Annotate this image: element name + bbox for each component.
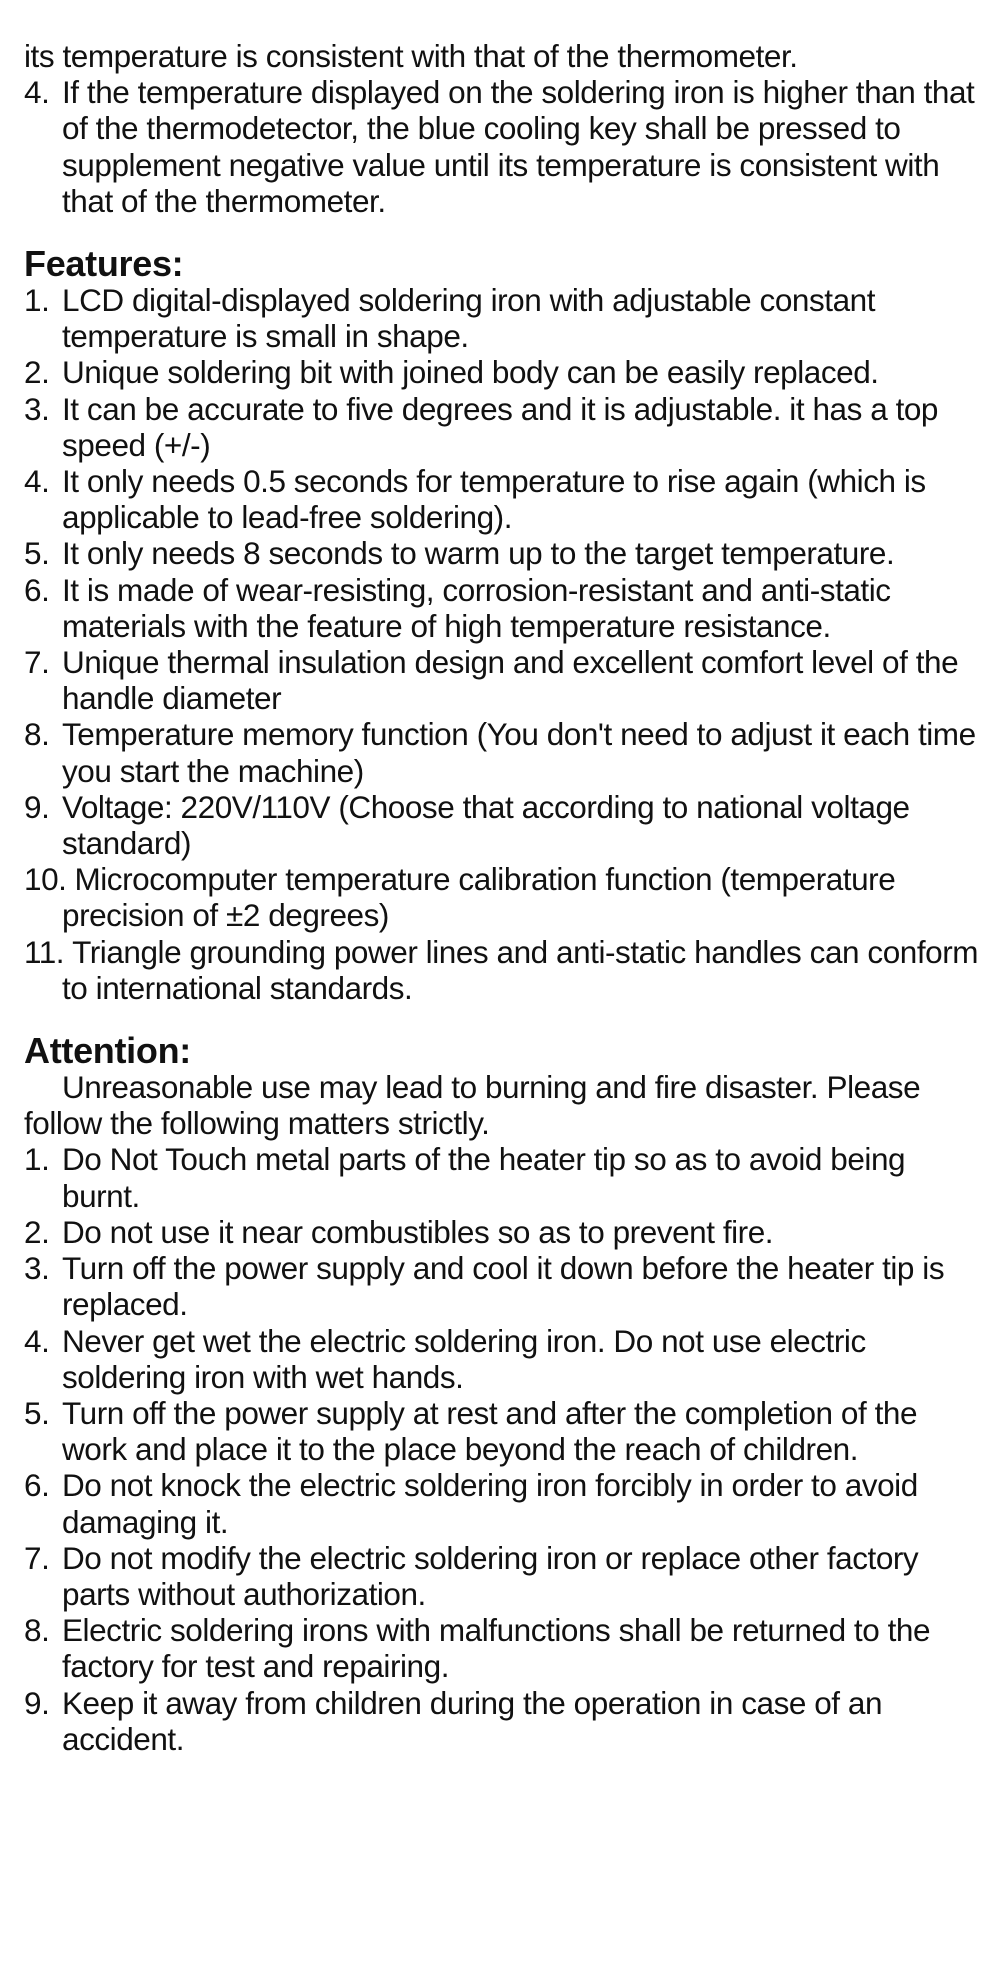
- list-number: 3.: [24, 390, 50, 427]
- intro-continuation: its temperature is consistent with that of the thermometer.: [24, 38, 798, 74]
- list-number: 10.: [24, 861, 67, 898]
- list-number: 9.: [24, 788, 50, 825]
- feature-item: [24, 463, 984, 535]
- attention-heading: Attention:: [24, 1030, 191, 1072]
- list-text: LCD digital-displayed soldering iron with adjustable constant temperature is small in shape.: [62, 282, 876, 355]
- list-text: If the temperature displayed on the soldering iron is higher than that of the thermodetector, the blue cooling key shall be pressed to supplement negative value until its temperature is consistent with that of the thermometer.: [62, 74, 975, 219]
- attention-item: [24, 1250, 984, 1322]
- attention-item: [24, 1612, 984, 1684]
- feature-item: [24, 572, 984, 644]
- list-text: Electric soldering irons with malfunctions shall be returned to the factory for test and repairing.: [62, 1612, 931, 1685]
- list-text: Do not knock the electric soldering iron forcibly in order to avoid damaging it.: [62, 1467, 918, 1540]
- list-number: 5.: [24, 1394, 50, 1431]
- list-number: 2.: [24, 354, 50, 391]
- feature-item: [24, 716, 984, 788]
- list-text: Turn off the power supply at rest and after the completion of the work and place it to the place beyond the reach of children.: [62, 1394, 918, 1468]
- feature-item: [24, 391, 984, 463]
- attention-item: [24, 1685, 984, 1757]
- manual-page: [24, 38, 984, 1757]
- attention-item: [24, 1467, 984, 1539]
- list-number: 6.: [24, 571, 50, 608]
- feature-item: [24, 644, 984, 716]
- list-number: 7.: [24, 644, 50, 681]
- attention-intro: Unreasonable use may lead to burning and fire disaster. Please follow the following matters strictly.: [24, 1069, 921, 1142]
- attention-item: [24, 1395, 984, 1467]
- list-number: 1.: [24, 282, 50, 319]
- attention-list: [24, 1141, 984, 1756]
- intro-list-item: [24, 74, 984, 219]
- attention-item: [24, 1323, 984, 1395]
- list-number: 3.: [24, 1250, 50, 1287]
- list-text: Do not modify the electric soldering iron or replace other factory parts without authorization.: [62, 1539, 919, 1612]
- list-text: It only needs 0.5 seconds for temperature to rise again (which is applicable to lead-free soldering).: [62, 463, 926, 536]
- feature-item: [24, 354, 984, 390]
- features-heading: Features:: [24, 243, 184, 285]
- list-text: Microcomputer temperature calibration function (temperature precision of ±2 degrees): [62, 861, 896, 934]
- list-text: Temperature memory function (You don't need to adjust it each time you start the machine): [62, 716, 976, 789]
- feature-item: [24, 934, 984, 1006]
- list-number: 1.: [24, 1141, 50, 1178]
- list-number: 4.: [24, 74, 50, 111]
- attention-item: [24, 1214, 984, 1250]
- list-text: It only needs 8 seconds to warm up to the target temperature.: [62, 535, 895, 572]
- list-number: 9.: [24, 1684, 50, 1721]
- list-text: Voltage: 220V/110V (Choose that according to national voltage standard): [62, 788, 910, 862]
- feature-item: [24, 535, 984, 571]
- list-text: Do Not Touch metal parts of the heater tip so as to avoid being burnt.: [62, 1141, 906, 1214]
- list-text: Keep it away from children during the operation in case of an accident.: [62, 1684, 883, 1757]
- feature-item: [24, 789, 984, 861]
- list-number: 5.: [24, 535, 50, 572]
- list-text: Never get wet the electric soldering iron. Do not use electric soldering iron with wet hands.: [62, 1322, 866, 1395]
- feature-item: [24, 861, 984, 933]
- list-text: Do not use it near combustibles so as to prevent fire.: [62, 1213, 774, 1250]
- feature-item: [24, 282, 984, 354]
- attention-item: [24, 1141, 984, 1213]
- list-text: It is made of wear-resisting, corrosion-resistant and anti-static materials with the feature of high temperature resistance.: [62, 571, 891, 644]
- list-number: 2.: [24, 1213, 50, 1250]
- list-text: Unique soldering bit with joined body can be easily replaced.: [62, 354, 879, 391]
- list-number: 8.: [24, 1612, 50, 1649]
- list-text: It can be accurate to five degrees and it is adjustable. it has a top speed (+/-): [62, 390, 939, 463]
- attention-item: [24, 1540, 984, 1612]
- list-number: 6.: [24, 1467, 50, 1504]
- list-number: 7.: [24, 1539, 50, 1576]
- list-number: 4.: [24, 463, 50, 500]
- list-text: Unique thermal insulation design and excellent comfort level of the handle diameter: [62, 644, 959, 717]
- list-text: Triangle grounding power lines and anti-static handles can conform to international standards.: [62, 933, 979, 1006]
- list-text: Turn off the power supply and cool it down before the heater tip is replaced.: [62, 1250, 945, 1323]
- list-number: 11.: [24, 933, 65, 970]
- list-number: 8.: [24, 716, 50, 753]
- features-list: [24, 282, 984, 1006]
- list-number: 4.: [24, 1322, 50, 1359]
